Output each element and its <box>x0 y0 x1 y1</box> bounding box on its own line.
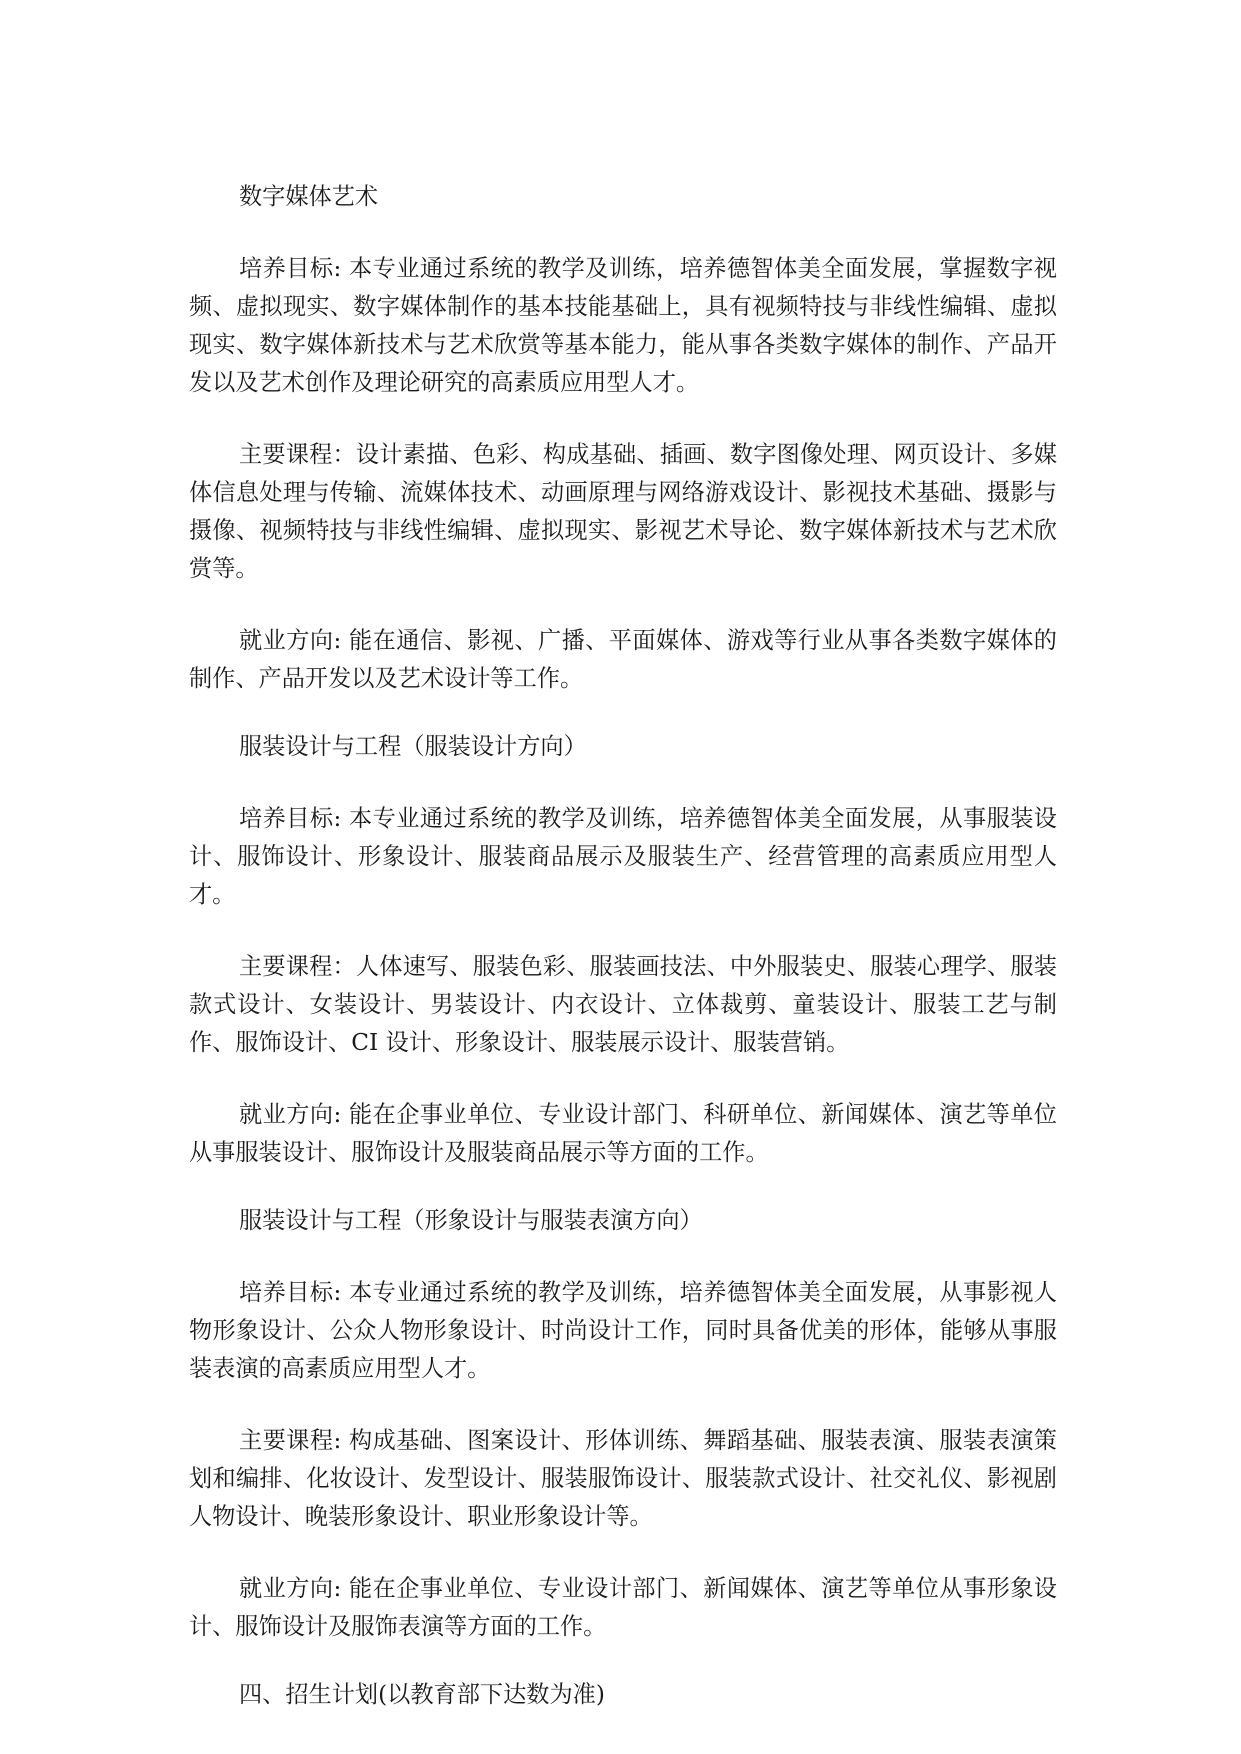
fashion-design-goal: 培养目标: 本专业通过系统的教学及训练，培养德智体美全面发展，从事服装设计、服饰设计、形象设计、服装商品展示及服装生产、经营管理的高素质应用型人才。 <box>189 805 1057 908</box>
fashion-design-career: 就业方向: 能在企事业单位、专业设计部门、科研单位、新闻媒体、演艺等单位从事服装设计、服饰设计及服装商品展示等方面的工作。 <box>189 1101 1057 1166</box>
section-title-fashion-design: 服装设计与工程（服装设计方向） <box>239 733 587 760</box>
document-page <box>189 178 1057 1714</box>
section-title-digital-media: 数字媒体艺术 <box>239 183 379 210</box>
digital-media-courses: 主要课程：设计素描、色彩、构成基础、插画、数字图像处理、网页设计、多媒体信息处理与传输、流媒体技术、动画原理与网络游戏设计、影视技术基础、摄影与摄像、视频特技与非线性编辑、虚拟现实、影视艺术导论、数字媒体新技术与艺术欣赏等。 <box>189 441 1057 582</box>
fashion-design-courses: 主要课程：人体速写、服装色彩、服装画技法、中外服装史、服装心理学、服装款式设计、女装设计、男装设计、内衣设计、立体裁剪、童装设计、服装工艺与制作、服饰设计、CI 设计、形象设计、服装展示设计、服装营销。 <box>189 953 1057 1056</box>
image-design-goal: 培养目标: 本专业通过系统的教学及训练，培养德智体美全面发展，从事影视人物形象设计、公众人物形象设计、时尚设计工作，同时具备优美的形体，能够从事服装表演的高素质应用型人才。 <box>189 1279 1057 1382</box>
section-title-image-design: 服装设计与工程（形象设计与服装表演方向） <box>239 1207 703 1234</box>
section-title-enrollment: 四、招生计划(以教育部下达数为准) <box>239 1681 605 1708</box>
image-design-courses: 主要课程: 构成基础、图案设计、形体训练、舞蹈基础、服装表演、服装表演策划和编排、化妆设计、发型设计、服装服饰设计、服装款式设计、社交礼仪、影视剧人物设计、晚装形象设计、职业形象设计等。 <box>189 1427 1057 1530</box>
digital-media-goal: 培养目标: 本专业通过系统的教学及训练，培养德智体美全面发展，掌握数字视频、虚拟现实、数字媒体制作的基本技能基础上，具有视频特技与非线性编辑、虚拟现实、数字媒体新技术与艺术欣赏等基本能力，能从事各类数字媒体的制作、产品开发以及艺术创作及理论研究的高素质应用型人才。 <box>189 255 1057 396</box>
digital-media-career: 就业方向: 能在通信、影视、广播、平面媒体、游戏等行业从事各类数字媒体的制作、产品开发以及艺术设计等工作。 <box>189 627 1057 692</box>
image-design-career: 就业方向: 能在企事业单位、专业设计部门、新闻媒体、演艺等单位从事形象设计、服饰设计及服饰表演等方面的工作。 <box>189 1575 1057 1640</box>
